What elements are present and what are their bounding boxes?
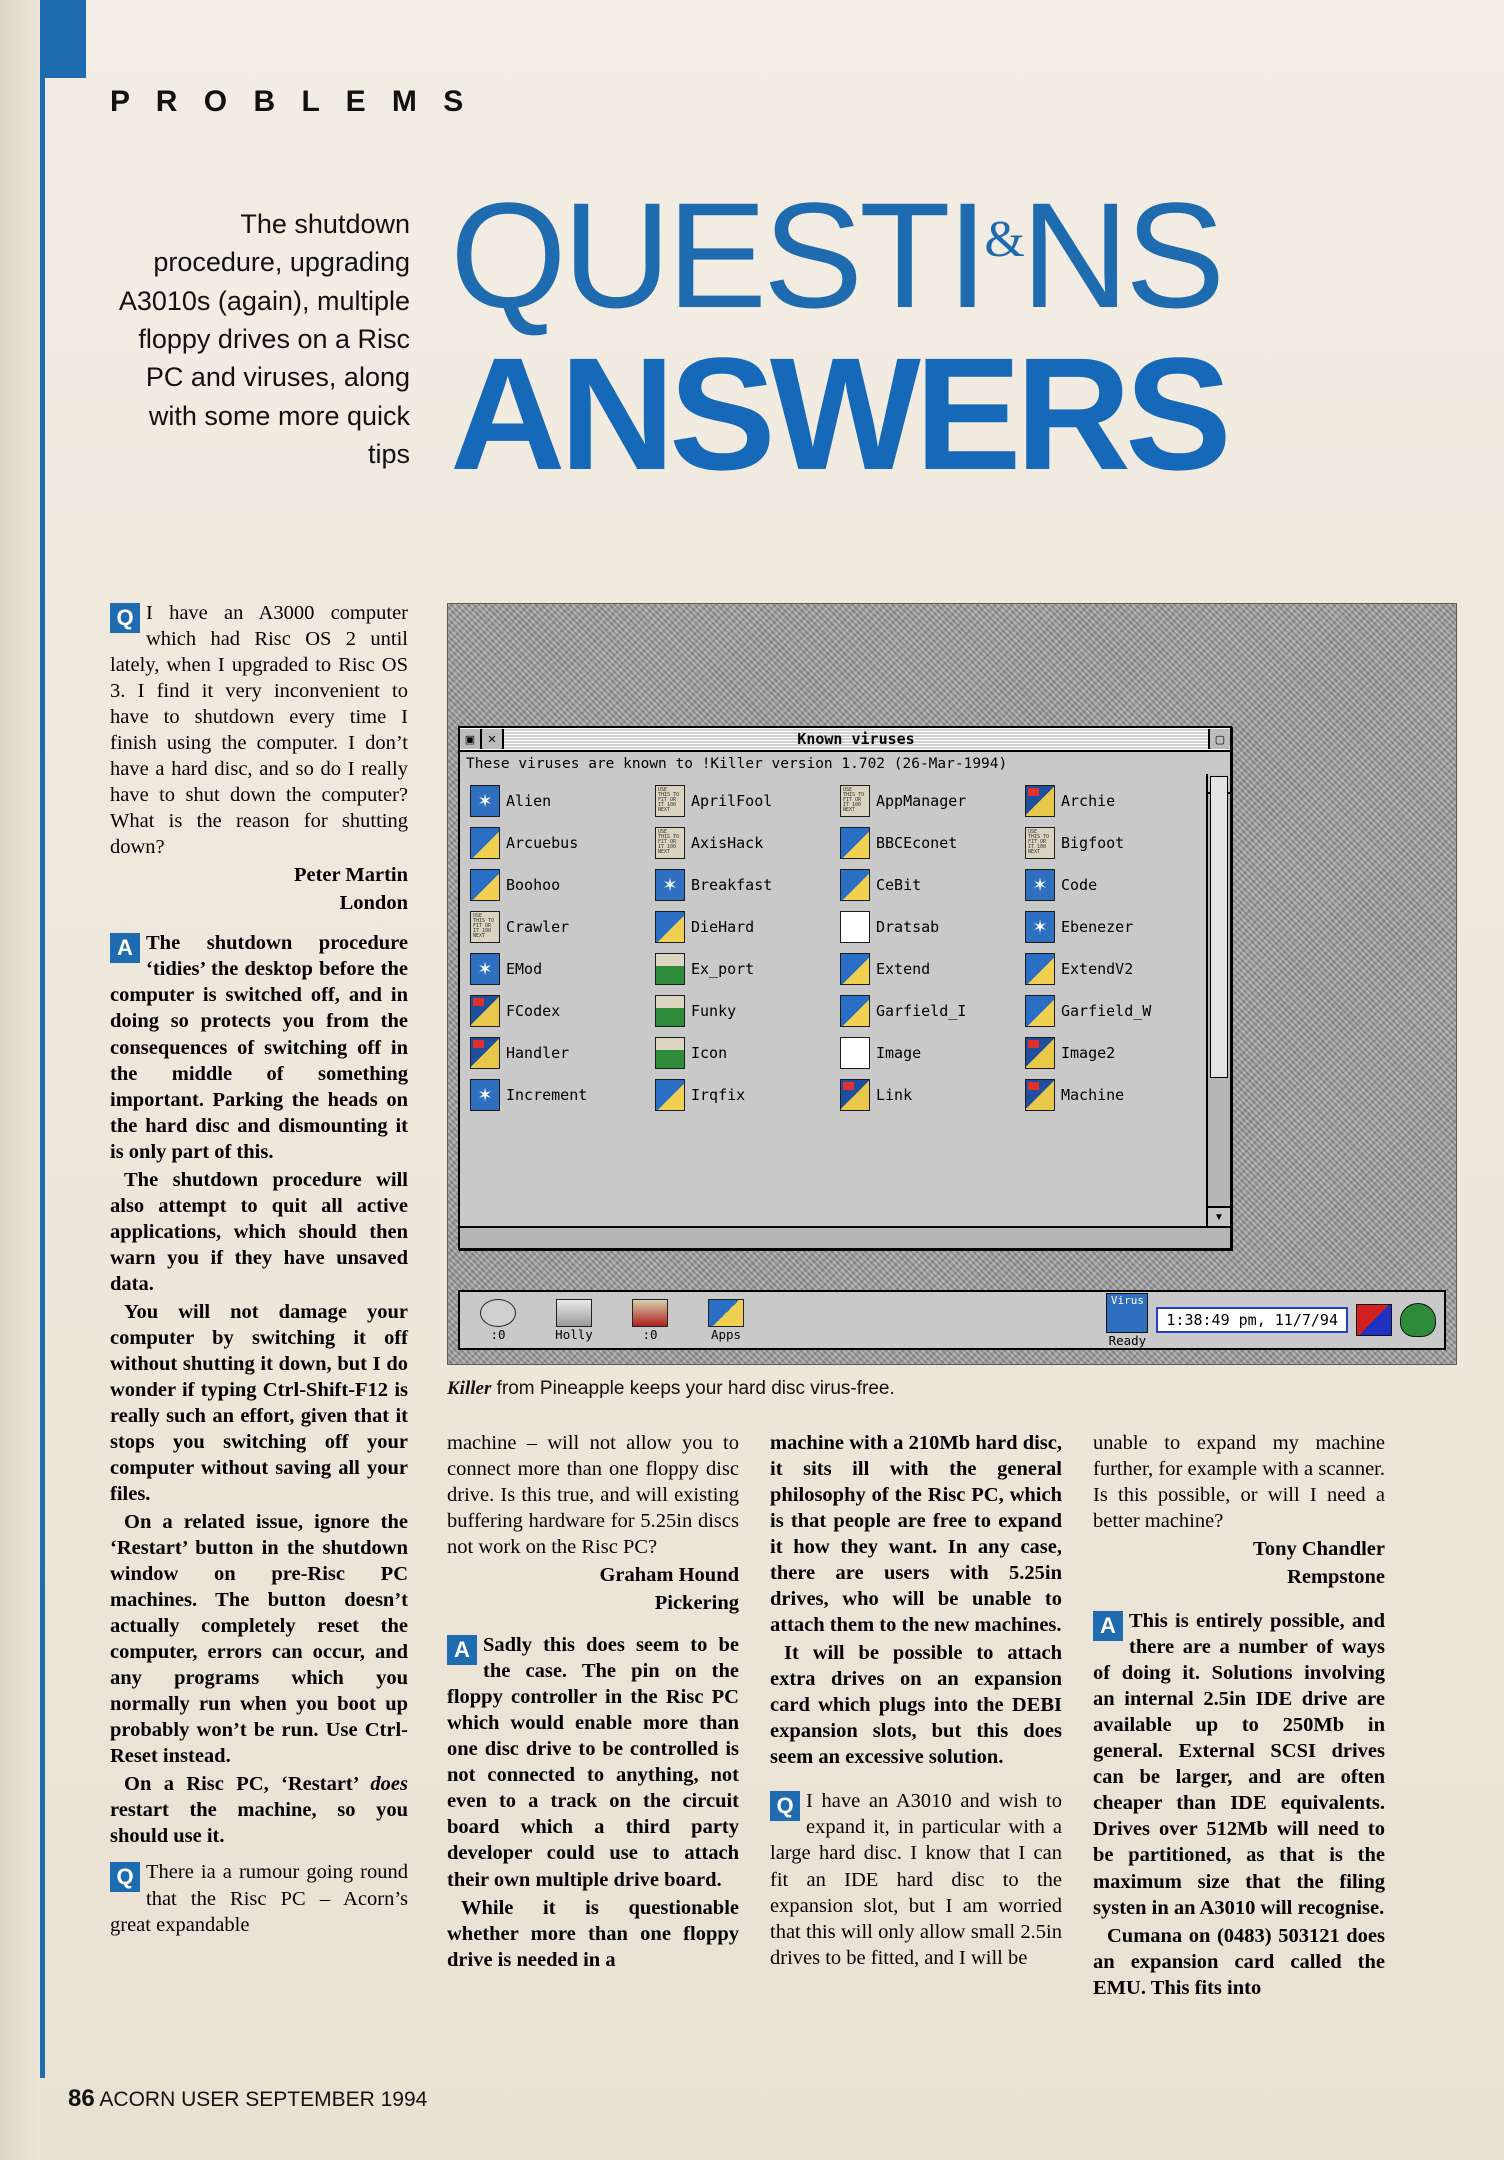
virus-list-item[interactable] (464, 780, 649, 822)
question-1-signature-place: London (339, 892, 408, 915)
hard-disc-2-icon[interactable] (632, 1299, 668, 1327)
scroll-thumb[interactable] (1210, 776, 1228, 1078)
virus-name-label: Funky (691, 1002, 737, 1020)
virus-file-icon[interactable] (840, 827, 870, 859)
virus-icon[interactable] (1106, 1293, 1148, 1333)
virus-list-item[interactable] (1019, 948, 1204, 990)
col3-p2: It will be possible to attach extra drives on an expansion card which plugs into the DEBI expansion slots, but this does seem an excessive solution. (770, 1642, 1062, 1769)
virus-file-icon[interactable] (840, 995, 870, 1027)
virus-list-item[interactable] (649, 1032, 834, 1074)
clock-display[interactable]: 1:38:49 pm, 11/7/94 (1156, 1307, 1348, 1333)
virus-list-item[interactable] (834, 906, 1019, 948)
virus-file-icon[interactable] (840, 911, 870, 943)
virus-name-label: CeBit (876, 876, 922, 894)
virus-file-icon[interactable]: USE THIS TO FIT OR IT 100 NEXT (470, 911, 500, 943)
virus-name-label: Irqfix (691, 1086, 746, 1104)
palette-icon[interactable] (1356, 1304, 1392, 1336)
virus-file-icon[interactable] (1025, 785, 1055, 817)
virus-icon-grid (460, 774, 1208, 1226)
task-manager-icon[interactable] (1400, 1303, 1436, 1337)
col2-answer-p2: While it is questionable whether more than one floppy drive is needed in a (447, 1896, 739, 1971)
virus-list-item[interactable] (1019, 1032, 1204, 1074)
virus-list-item[interactable] (649, 990, 834, 1032)
iconbar-item-harddisc2[interactable] (612, 1292, 688, 1348)
virus-file-icon[interactable] (840, 869, 870, 901)
masthead-ampersand: & (984, 211, 1021, 268)
col4-answer-p2: Cumana on (0483) 503121 does an expansion card called the EMU. This fits into (1093, 1924, 1385, 1999)
col4-answer-marker-a: A (1093, 1611, 1123, 1641)
masthead (450, 171, 1410, 540)
col4-p1: unable to expand my machine further, for example with a scanner. Is this possible, or will I need a better machine? (1093, 1432, 1385, 1533)
virus-list-item[interactable] (834, 864, 1019, 906)
virus-list-item[interactable] (834, 990, 1019, 1032)
virus-file-icon[interactable] (1025, 869, 1055, 901)
virus-name-label: Increment (506, 1086, 588, 1104)
col4-answer-p1 (1093, 1608, 1385, 1920)
virus-list-item[interactable] (834, 948, 1019, 990)
page-title: P R O B L E M S (110, 85, 473, 118)
col3-question-text: I have an A3010 and wish to expand it, in particular with a large hard disc. I know that I can fit an IDE hard disc to the expansion slot, but I am worried that this will only allow small 2.5in drives to be fitted, and I will be (770, 1790, 1062, 1969)
virus-name-label: Image (876, 1044, 922, 1062)
virus-name-label: Code (1061, 876, 1098, 894)
masthead-line-2: ANSWERS (450, 324, 1226, 503)
col2-signature-name: Graham Hound (599, 1564, 739, 1587)
iconbar-item-harddisc[interactable] (536, 1292, 612, 1348)
virus-list-item[interactable] (464, 864, 649, 906)
virus-file-icon[interactable] (470, 995, 500, 1027)
virus-name-label: Dratsab (876, 918, 940, 936)
virus-file-icon[interactable] (1025, 1079, 1055, 1111)
col2-answer-p1-text: Sadly this does seem to be the case. The pin on the floppy controller in the Risc PC which would enable more than one disc drive to be controlled is not connected to anything, not even to a track on the circuit board which a third party developer could use to attach their own multiple drive board. (447, 1634, 739, 1891)
virus-list-item[interactable] (1019, 780, 1204, 822)
left-blue-rule (40, 0, 45, 2078)
apps-icon[interactable] (708, 1299, 744, 1327)
virus-name-label: Extend (876, 960, 931, 978)
virus-file-icon[interactable] (840, 1037, 870, 1069)
page-footer (68, 2085, 427, 2113)
virus-file-icon[interactable] (470, 785, 500, 817)
virus-name-label: Arcuebus (506, 834, 579, 852)
virus-name-label: FCodex (506, 1002, 561, 1020)
virus-name-label: AprilFool (691, 792, 773, 810)
masthead-ons: NS (1020, 171, 1222, 339)
col3-question (770, 1788, 1062, 1970)
virus-name-label: EMod (506, 960, 543, 978)
virus-file-icon[interactable] (655, 869, 685, 901)
virus-name-label: Garfield_I (876, 1002, 967, 1020)
known-viruses-window[interactable] (458, 726, 1232, 1250)
masthead-line-1 (450, 171, 1410, 339)
virus-file-icon[interactable] (470, 869, 500, 901)
iconbar-label-drive0: :0 (642, 1326, 658, 1342)
virus-list-item[interactable] (834, 780, 1019, 822)
scroll-down-icon[interactable]: ▼ (1208, 1206, 1230, 1226)
window-info-line: These viruses are known to !Killer version 1.702 (26-Mar-1994) (460, 752, 1230, 777)
answer-1-p4: On a related issue, ignore the ‘Restart’ button in the shutdown window on pre-Risc PC machines. The button doesn’t actually completely reset the computer, errors can occur, and any programs which you normally run when you boot up probably won’t be run. Use Ctrl-Reset instead. (110, 1511, 408, 1768)
answer-1-p2: The shutdown procedure will also attempt to quit all active applications, which should then warn you if they have unsaved data. (110, 1168, 408, 1295)
virus-file-icon[interactable] (1025, 995, 1055, 1027)
virus-file-icon[interactable] (655, 1037, 685, 1069)
virus-list-item[interactable] (464, 1032, 649, 1074)
virus-file-icon[interactable] (655, 995, 685, 1027)
horizontal-scrollbar[interactable] (460, 1226, 1230, 1248)
virus-file-icon[interactable] (655, 911, 685, 943)
virus-list-item[interactable] (1019, 906, 1204, 948)
iconbar-item-virus[interactable] (1106, 1293, 1148, 1348)
virus-name-label: Machine (1061, 1086, 1125, 1104)
virus-name-label: ExtendV2 (1061, 960, 1134, 978)
col4-answer-p1-text: This is entirely possible, and there are a number of ways of doing it. Solutions involving an internal 2.5in IDE drive are available up to 250Mb in general. External SCSI drives can be larger, and are often cheaper than IDE equivalents. Drives over 512Mb will need to be partitioned, as that is the maximum size that the filing systen in an A3010 will recognise. (1093, 1610, 1385, 1919)
footer-page-number: 86 (68, 2085, 95, 2112)
virus-name-label: AxisHack (691, 834, 764, 852)
question-marker-q: Q (110, 603, 140, 633)
col2-signature-place: Pickering (654, 1592, 739, 1615)
answer-marker-a: A (110, 933, 140, 963)
virus-file-icon[interactable] (655, 953, 685, 985)
virus-status: Ready (1108, 1332, 1147, 1348)
iconbar-right-group[interactable] (1106, 1293, 1444, 1348)
virus-file-icon[interactable]: USE THIS TO FIT OR IT 100 NEXT (655, 785, 685, 817)
close-icon[interactable]: ▣ (460, 729, 482, 749)
question-2 (110, 1859, 408, 1937)
col2-p1: machine – will not allow you to connect more than one floppy disc drive. Is this true, and will existing buffering hardware for 5.25in discs not work on the Risc PC? (447, 1432, 739, 1559)
question-1 (110, 600, 408, 860)
footer-publication: ACORN USER SEPTEMBER 1994 (99, 2088, 428, 2111)
virus-list-item[interactable] (649, 1074, 834, 1116)
vertical-scrollbar[interactable] (1206, 774, 1230, 1226)
virus-list-item[interactable] (1019, 990, 1204, 1032)
virus-list-item[interactable] (649, 906, 834, 948)
col3-p1: machine with a 210Mb hard disc, it sits ill with the general philosophy of the Risc PC, which is that people are free to expand it how they want. In any case, there are users with 5.25in drives, who will be unable to attach them to the new machines. (770, 1432, 1062, 1637)
virus-name-label: Bigfoot (1061, 834, 1125, 852)
virus-name-label: Ex_port (691, 960, 755, 978)
virus-name-label: BBCEconet (876, 834, 958, 852)
answer-1-p5-pre: On a Risc PC, ‘Restart’ (124, 1773, 371, 1796)
col2-answer-p1 (447, 1632, 739, 1892)
virus-file-icon[interactable]: USE THIS TO FIT OR IT 100 NEXT (1025, 827, 1055, 859)
column-one (110, 600, 408, 1940)
virus-list-item[interactable] (1019, 822, 1204, 864)
virus-list-item[interactable] (649, 822, 834, 864)
top-blue-block (40, 0, 86, 78)
answer-1-p5 (110, 1771, 408, 1849)
virus-list-item[interactable] (649, 864, 834, 906)
virus-name-label: Breakfast (691, 876, 773, 894)
virus-list-item[interactable] (464, 990, 649, 1032)
caption-rest: from Pineapple keeps your hard disc virus-free. (491, 1378, 895, 1399)
hard-disc-icon[interactable] (556, 1299, 592, 1327)
virus-file-icon[interactable] (470, 953, 500, 985)
virus-name-label: Crawler (506, 918, 570, 936)
answer-1-p1-text: The shutdown procedure ‘tidies’ the desktop before the computer is switched off, and in doing so protects you from the consequences of switching off in the middle of something important. Parking the heads on the hard disc and dismounting it is only part of this. (110, 932, 408, 1163)
col4-signature-place: Rempstone (1287, 1566, 1385, 1589)
iconbar[interactable] (458, 1290, 1446, 1350)
virus-name-label: Handler (506, 1044, 570, 1062)
virus-list-item[interactable] (834, 1074, 1019, 1116)
caption-italic: Killer (447, 1378, 492, 1399)
virus-file-icon[interactable] (470, 827, 500, 859)
virus-file-icon[interactable] (840, 953, 870, 985)
answer-1-p5-emphasis: does (370, 1773, 408, 1796)
standfirst: The shutdown procedure, upgrading A3010s (again), multiple floppy drives on a Risc PC and viruses, along with some more quick tips (118, 209, 410, 469)
iconbar-item-floppy[interactable] (460, 1292, 536, 1348)
col4-signature-name: Tony Chandler (1253, 1538, 1385, 1561)
virus-name-label: Alien (506, 792, 552, 810)
window-titlebar[interactable] (460, 728, 1230, 752)
virus-list-item[interactable] (464, 1074, 649, 1116)
screenshot-figure (447, 603, 1457, 1365)
virus-file-icon[interactable] (1025, 953, 1055, 985)
virus-file-icon[interactable]: USE THIS TO FIT OR IT 100 NEXT (840, 785, 870, 817)
figure-caption (447, 1378, 1447, 1400)
virus-list-item[interactable] (1019, 864, 1204, 906)
virus-list-item[interactable] (464, 822, 649, 864)
virus-name-label: Icon (691, 1044, 728, 1062)
virus-file-icon[interactable] (470, 1037, 500, 1069)
col3-question-marker-q: Q (770, 1791, 800, 1821)
iconbar-label-floppy: :0 (490, 1326, 506, 1342)
window-title: Known viruses (797, 730, 915, 748)
question-1-text: I have an A3000 computer which had Risc OS 2 until lately, when I upgraded to Risc OS 3. I find it very inconvenient to have to shutdown every time I finish using the computer. I don’t have a hard disc, and so do I really have to shut down the computer? What is the reason for shutting down? (110, 602, 408, 859)
page-left-margin (0, 0, 40, 2160)
answer-1-p1 (110, 930, 408, 1164)
virus-file-icon[interactable] (1025, 911, 1055, 943)
masthead-questi: QUESTI (450, 171, 985, 339)
iconbar-item-apps[interactable] (688, 1292, 764, 1348)
virus-file-icon[interactable]: USE THIS TO FIT OR IT 100 NEXT (655, 827, 685, 859)
virus-file-icon[interactable] (840, 1079, 870, 1111)
virus-list-item[interactable] (464, 906, 649, 948)
question-1-signature-name: Peter Martin (293, 864, 408, 887)
answer-1-p5-post: restart the machine, so you should use it. (110, 1799, 408, 1848)
virus-list-item[interactable] (649, 780, 834, 822)
virus-name-label: Archie (1061, 792, 1116, 810)
virus-name-label: DieHard (691, 918, 755, 936)
virus-name-label: AppManager (876, 792, 967, 810)
virus-name-label: Boohoo (506, 876, 561, 894)
virus-name-label: Link (876, 1086, 913, 1104)
toggle-size-icon[interactable]: ▢ (1208, 729, 1230, 749)
col2-answer-marker-a: A (447, 1635, 477, 1665)
virus-list-item[interactable] (464, 948, 649, 990)
column-three (770, 1430, 1062, 1973)
iconbar-label-apps: Apps (710, 1326, 742, 1342)
virus-name-label: Image2 (1061, 1044, 1116, 1062)
floppy-drive-icon[interactable] (480, 1299, 516, 1327)
answer-1-p3: You will not damage your computer by switching it off without shutting it down, but I do wonder if typing Ctrl-Shift-F12 is really such an effort, given that it stops you switching off your computer without saving all your files. (110, 1300, 408, 1506)
column-four (1093, 1430, 1385, 2003)
virus-file-icon[interactable] (470, 1079, 500, 1111)
virus-file-icon[interactable] (655, 1079, 685, 1111)
virus-file-icon[interactable] (1025, 1037, 1055, 1069)
virus-name-label: Garfield_W (1061, 1002, 1152, 1020)
virus-list-item[interactable] (834, 1032, 1019, 1074)
question-2-text: There ia a rumour going round that the Risc PC – Acorn’s great expandable (110, 1861, 408, 1936)
virus-list-item[interactable] (1019, 1074, 1204, 1116)
virus-list-item[interactable] (649, 948, 834, 990)
virus-list-item[interactable] (834, 822, 1019, 864)
back-icon[interactable]: ✕ (482, 729, 504, 749)
column-two (447, 1430, 739, 1975)
iconbar-label-holly: Holly (555, 1326, 593, 1342)
virus-name-label: Ebenezer (1061, 918, 1134, 936)
virus-icon-label: Virus (1110, 1293, 1144, 1307)
question-2-marker-q: Q (110, 1862, 140, 1892)
